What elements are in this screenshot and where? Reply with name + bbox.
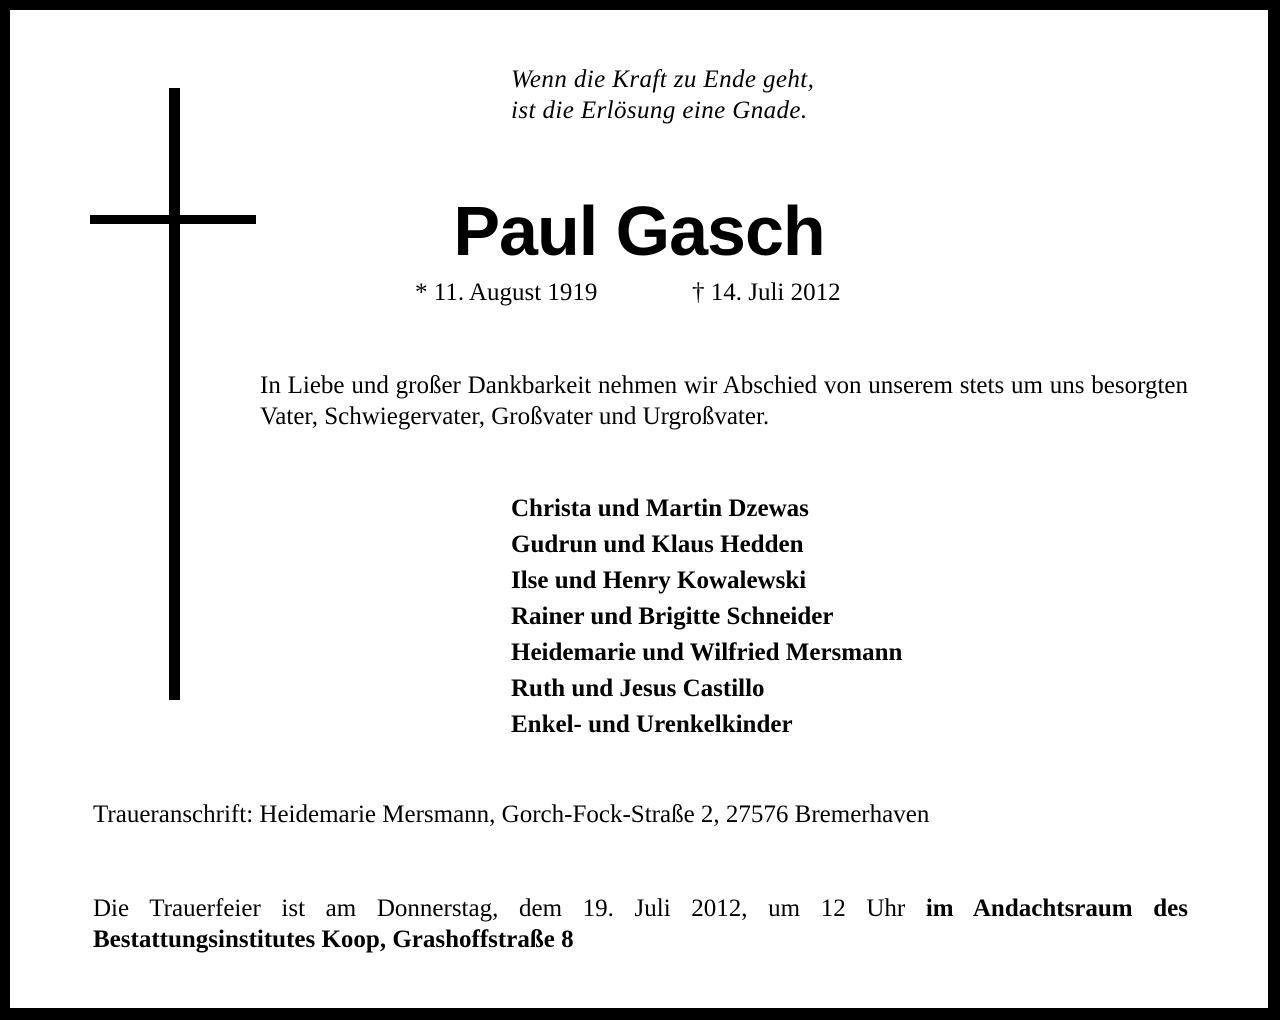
mourner-item: Heidemarie und Wilfried Mersmann: [511, 639, 903, 666]
motto-line-2: ist die Erlösung eine Gnade.: [511, 97, 808, 124]
mourner-item: Christa und Martin Dzewas: [511, 495, 809, 522]
obituary-notice: [10, 10, 1268, 1008]
mourner-item: Ilse und Henry Kowalewski: [511, 567, 807, 594]
mourning-address: Traueranschrift: Heidemarie Mersmann, Gorch-Fock-Straße 2, 27576 Bremerhaven: [93, 801, 930, 828]
mourner-item: Enkel- und Urenkelkinder: [511, 711, 793, 738]
mourner-item: Gudrun und Klaus Hedden: [511, 531, 804, 558]
motto: [511, 64, 814, 126]
service-text: Die Trauerfeier ist am Donnerstag, dem 19. Juli 2012, um 12 Uhr: [93, 895, 926, 922]
service-location: im Andachtsraum des Bestattungsinstitutes Koop, Grashoffstraße 8: [93, 895, 1188, 953]
mourner-item: Ruth und Jesus Castillo: [511, 675, 765, 702]
death-date: † 14. Juli 2012: [692, 279, 841, 306]
funeral-service-info: [93, 893, 1188, 955]
farewell-text: In Liebe und großer Dankbarkeit nehmen wir Abschied von unserem stets um uns besorgten Vater, Schwiegervater, Großvater und Urgroßvater.: [260, 372, 1188, 430]
mourners-list: [511, 491, 902, 743]
birth-date: * 11. August 1919: [415, 279, 598, 306]
mourner-item: Rainer und Brigitte Schneider: [511, 603, 834, 630]
deceased-name: Paul Gasch: [453, 192, 825, 270]
cross-icon: [169, 88, 180, 700]
motto-line-1: Wenn die Kraft zu Ende geht,: [511, 66, 815, 93]
